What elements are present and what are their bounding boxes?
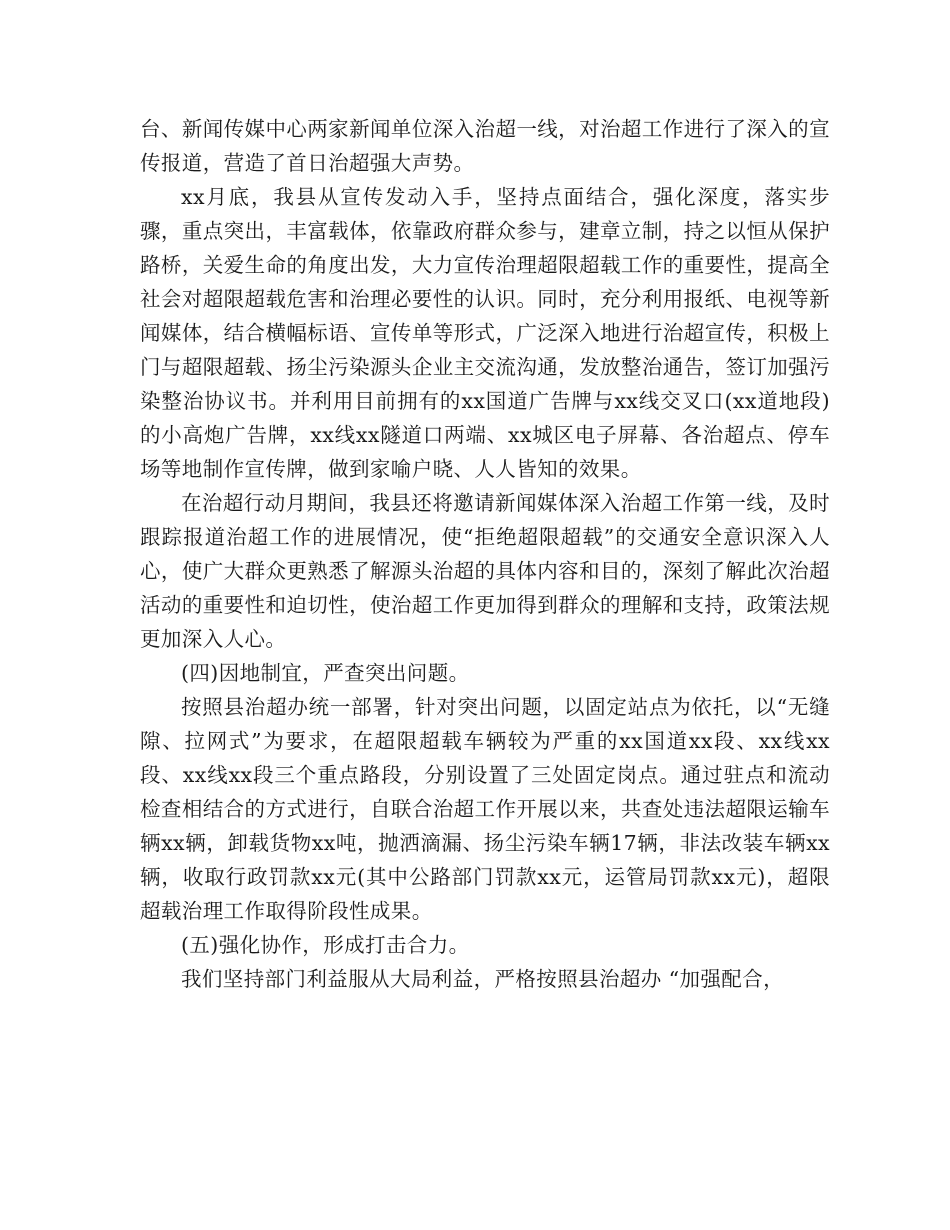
paragraph-2: xx月底，我县从宣传发动入手，坚持点面结合，强化深度，落实步骤，重点突出，丰富载体，依靠政府群众参与，建章立制，持之以恒从保护路桥，关爱生命的角度出发，大力宣传治理超限超载工作的重要性，提高全社会对超限超载危害和治理必要性的认识。同时，充分利用报纸、电视等新闻媒体，结合横幅标语、宣传单等形式，广泛深入地进行治超宣传，积极上门与超限超载、扬尘污染源头企业主交流沟通，发放整治通告，签订加强污染整治协议书。并利用目前拥有的xx国道广告牌与xx线交叉口(xx道地段)的小高炮广告牌，xx线xx隧道口两端、xx城区电子屏幕、各治超点、停车场等地制作宣传牌，做到家喻户晓、人人皆知的效果。	[140, 185, 830, 481]
section-heading-5: (五)强化协作，形成打击合力。	[181, 933, 470, 957]
paragraph-3: 在治超行动月期间，我县还将邀请新闻媒体深入治超工作第一线，及时跟踪报道治超工作的进展情况，使“拒绝超限超载”的交通安全意识深入人心，使广大群众更熟悉了解源头治超的具体内容和目的，深刻了解此次治超活动的重要性和迫切性，使治超工作更加得到群众的理解和支持，政策法规更加深入人心。	[140, 491, 830, 651]
paragraph-5: 按照县治超办统一部署，针对突出问题，以固定站点为依托，以“无缝隙、拉网式”为要求，在超限超载车辆较为严重的xx国道xx段、xx线xx段、xx线xx段三个重点路段，分别设置了三处固定岗点。通过驻点和流动检查相结合的方式进行，自联合治超工作开展以来，共查处违法超限运输车辆xx辆，卸载货物xx吨，抛洒滴漏、扬尘污染车辆17辆，非法改装车辆xx辆，收取行政罚款xx元(其中公路部门罚款xx元，运管局罚款xx元)，超限超载治理工作取得阶段性成果。	[140, 695, 830, 923]
body-text	[140, 112, 830, 996]
paragraph-1: 台、新闻传媒中心两家新闻单位深入治超一线，对治超工作进行了深入的宣传报道，营造了首日治超强大声势。	[140, 117, 830, 175]
paragraph-7: 我们坚持部门利益服从大局利益，严格按照县治超办 “加强配合，	[181, 967, 784, 991]
section-heading-4: (四)因地制宜，严查突出问题。	[181, 661, 470, 685]
